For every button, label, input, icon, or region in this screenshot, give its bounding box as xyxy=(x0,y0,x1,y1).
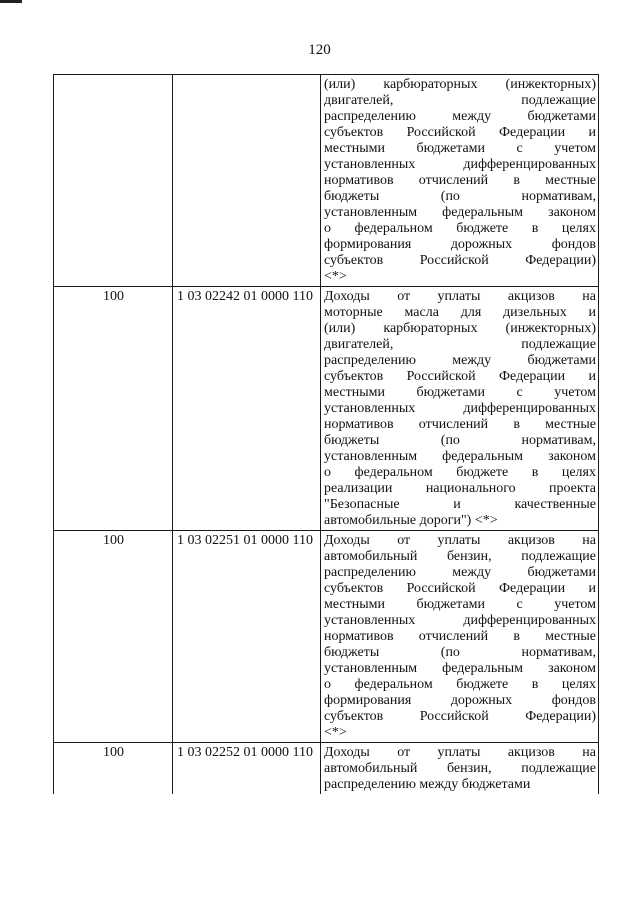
revenue-name-cell xyxy=(321,531,599,743)
revenue-name-cell xyxy=(321,287,599,531)
revenue-name-line: субъектов Российской Федерации и xyxy=(324,125,596,140)
revenue-name-cell xyxy=(321,75,599,287)
revenue-name-line: установленным федеральным законом xyxy=(324,661,596,676)
table-row xyxy=(54,743,599,795)
revenue-name-line: распределению между бюджетами xyxy=(324,565,596,580)
revenue-name-line: моторные масла для дизельных и xyxy=(324,305,596,320)
revenue-name-line: автомобильный бензин, подлежащие xyxy=(324,549,596,564)
revenue-name-line: (или) карбюраторных (инжекторных) xyxy=(324,77,596,92)
revenue-name-line: о федеральном бюджете в целях xyxy=(324,677,596,692)
table-row xyxy=(54,287,599,531)
revenue-name-cell xyxy=(321,743,599,795)
kbk-code-cell: 1 03 02251 01 0000 110 xyxy=(173,531,321,743)
table-row xyxy=(54,531,599,743)
revenue-name-line: "Безопасные и качественные xyxy=(324,497,596,512)
scan-corner-mark xyxy=(0,0,22,3)
revenue-name-line: распределению между бюджетами xyxy=(324,353,596,368)
revenue-name-line: <*> xyxy=(324,269,347,284)
revenue-name-line: <*> xyxy=(324,725,347,740)
revenue-classification-table xyxy=(53,74,599,794)
revenue-name-line: установленных дифференцированных xyxy=(324,401,596,416)
kbk-code-cell xyxy=(173,75,321,287)
kbk-code-cell: 1 03 02242 01 0000 110 xyxy=(173,287,321,531)
revenue-name-line: установленных дифференцированных xyxy=(324,157,596,172)
kbk-code-cell: 1 03 02252 01 0000 110 xyxy=(173,743,321,795)
revenue-name-line: реализации национального проекта xyxy=(324,481,596,496)
revenue-name-line: нормативов отчислений в местные xyxy=(324,173,596,188)
revenue-name-line: Доходы от уплаты акцизов на xyxy=(324,289,596,304)
revenue-name-line: местными бюджетами с учетом xyxy=(324,141,596,156)
revenue-name-line: распределению между бюджетами xyxy=(324,109,596,124)
revenue-name-line: о федеральном бюджете в целях xyxy=(324,465,596,480)
revenue-name-line: Доходы от уплаты акцизов на xyxy=(324,745,596,760)
revenue-name-line: (или) карбюраторных (инжекторных) xyxy=(324,321,596,336)
table-body xyxy=(54,75,599,795)
admin-code-cell: 100 xyxy=(54,287,173,531)
revenue-name-line: формирования дорожных фондов xyxy=(324,237,596,252)
revenue-name-line: автомобильные дороги") <*> xyxy=(324,513,498,528)
revenue-name-line: субъектов Российской Федерации и xyxy=(324,369,596,384)
revenue-name-line: нормативов отчислений в местные xyxy=(324,417,596,432)
revenue-name-line: нормативов отчислений в местные xyxy=(324,629,596,644)
admin-code-cell: 100 xyxy=(54,743,173,795)
table-row xyxy=(54,75,599,287)
revenue-name-line: автомобильный бензин, подлежащие xyxy=(324,761,596,776)
revenue-name-line: бюджеты (по нормативам, xyxy=(324,645,596,660)
revenue-name-line: Доходы от уплаты акцизов на xyxy=(324,533,596,548)
revenue-name-line: установленных дифференцированных xyxy=(324,613,596,628)
revenue-name-line: формирования дорожных фондов xyxy=(324,693,596,708)
revenue-name-line: местными бюджетами с учетом xyxy=(324,385,596,400)
revenue-name-line: установленным федеральным законом xyxy=(324,205,596,220)
page-number: 120 xyxy=(308,42,331,58)
revenue-name-line: субъектов Российской Федерации и xyxy=(324,581,596,596)
admin-code-cell: 100 xyxy=(54,531,173,743)
revenue-name-line: бюджеты (по нормативам, xyxy=(324,433,596,448)
revenue-name-line: субъектов Российской Федерации) xyxy=(324,709,596,724)
revenue-name-line: субъектов Российской Федерации) xyxy=(324,253,596,268)
revenue-name-line: двигателей, подлежащие xyxy=(324,337,596,352)
revenue-name-line: местными бюджетами с учетом xyxy=(324,597,596,612)
revenue-name-line: установленным федеральным законом xyxy=(324,449,596,464)
revenue-name-line: о федеральном бюджете в целях xyxy=(324,221,596,236)
revenue-name-line: распределению между бюджетами xyxy=(324,777,531,792)
admin-code-cell xyxy=(54,75,173,287)
revenue-name-line: двигателей, подлежащие xyxy=(324,93,596,108)
revenue-name-line: бюджеты (по нормативам, xyxy=(324,189,596,204)
